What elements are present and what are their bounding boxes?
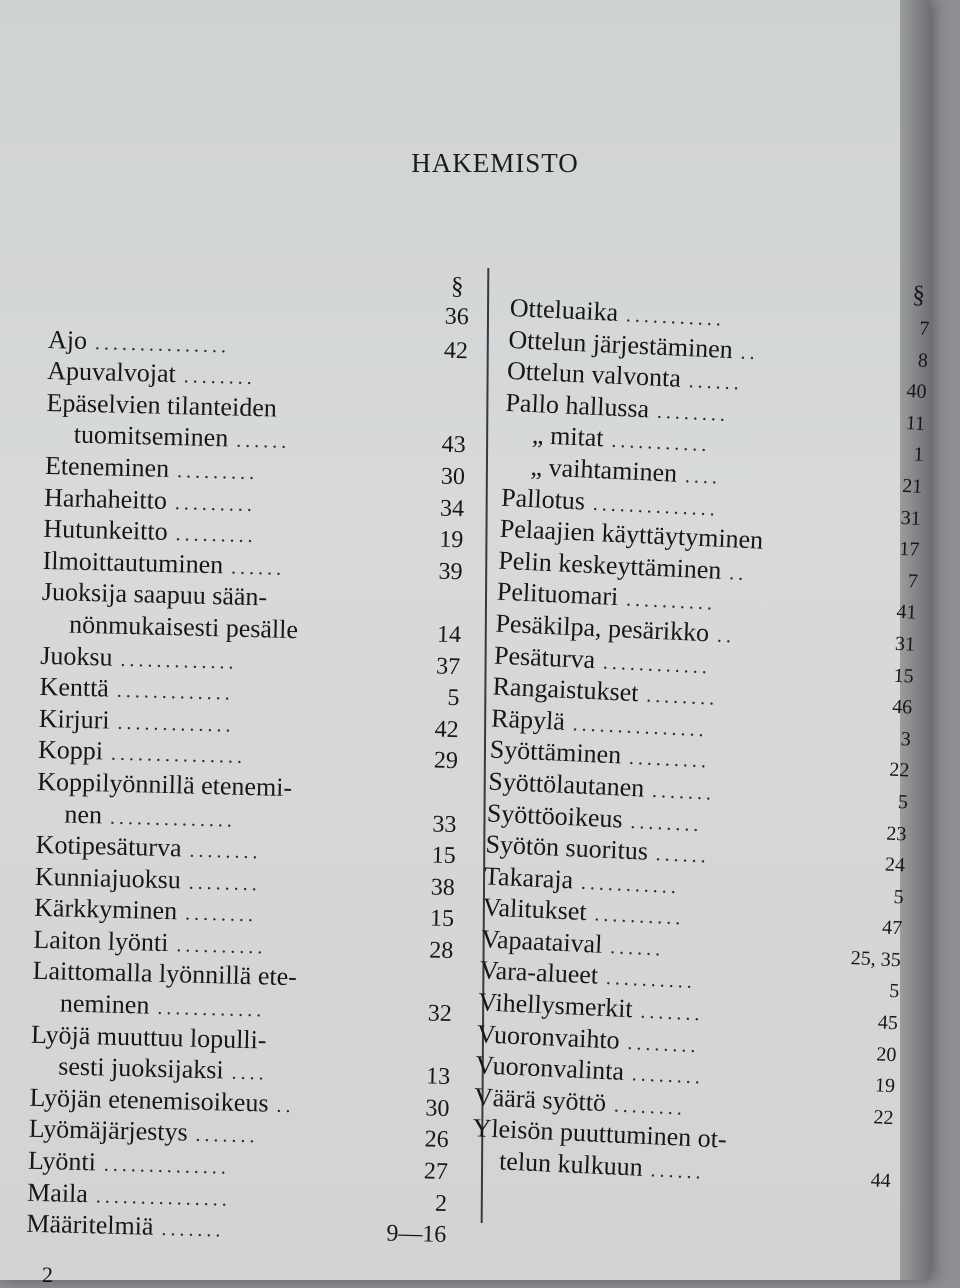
index-term: Pelituomari bbox=[496, 577, 619, 612]
index-term: Epäselvien tilanteiden bbox=[46, 387, 278, 423]
index-term: Juoksija saapuu sään- bbox=[41, 577, 268, 612]
index-list-right bbox=[471, 292, 931, 1195]
index-term: Lyömäjärjestys bbox=[28, 1114, 188, 1148]
section-number: 39 bbox=[438, 558, 463, 585]
leader-dots: .............. bbox=[103, 1153, 231, 1179]
leader-dots bbox=[734, 1148, 854, 1153]
index-term: Vuoronvalinta bbox=[474, 1050, 625, 1087]
index-term: Ilmoittautuminen bbox=[42, 545, 224, 580]
section-number: 14 bbox=[436, 621, 462, 649]
section-number: 5 bbox=[897, 790, 909, 814]
index-term: Eteneminen bbox=[44, 450, 170, 483]
index-term: Väärä syöttö bbox=[473, 1081, 607, 1117]
section-number: 45 bbox=[877, 1011, 899, 1035]
leader-dots: .......... bbox=[176, 934, 267, 959]
index-term: Rangaistukset bbox=[492, 671, 640, 708]
section-number bbox=[421, 799, 457, 800]
leader-dots: ........ bbox=[645, 684, 719, 710]
leader-dots: ....... bbox=[640, 1000, 704, 1026]
section-number: 15 bbox=[893, 664, 915, 688]
section-number: 27 bbox=[423, 1158, 449, 1186]
section-number: 15 bbox=[429, 905, 455, 933]
section-number: 37 bbox=[435, 653, 461, 680]
index-term: Kenttä bbox=[39, 672, 110, 703]
leader-dots: ....... bbox=[195, 1124, 259, 1148]
page-number: 2 bbox=[42, 1262, 53, 1287]
index-term: Syöttäminen bbox=[489, 734, 622, 770]
leader-dots: ........... bbox=[580, 871, 681, 898]
section-number: 5 bbox=[888, 980, 900, 1003]
index-term: Lyönti bbox=[27, 1145, 97, 1177]
leader-dots: ........ bbox=[627, 1031, 701, 1057]
leader-dots: .. bbox=[740, 341, 760, 364]
section-number bbox=[431, 389, 467, 390]
leader-dots: ........ bbox=[631, 1063, 705, 1089]
leader-dots: ............... bbox=[94, 331, 231, 358]
section-number bbox=[430, 420, 466, 421]
index-term: Vihellysmerkit bbox=[477, 987, 634, 1024]
section-number: 3 bbox=[900, 727, 912, 751]
leader-dots bbox=[57, 314, 425, 323]
section-number: 8 bbox=[917, 349, 929, 372]
index-term: Syöttölautanen bbox=[487, 766, 645, 803]
index-term: Kotipesäturva bbox=[35, 829, 182, 863]
section-number bbox=[416, 989, 452, 990]
section-symbol: § bbox=[911, 281, 926, 309]
section-number: 5 bbox=[893, 885, 905, 909]
section-number: 41 bbox=[896, 601, 917, 625]
section-number: 22 bbox=[873, 1106, 895, 1130]
leader-dots: .......... bbox=[593, 903, 685, 930]
index-term: „ mitat bbox=[531, 420, 605, 453]
index-term: Harhaheitto bbox=[43, 482, 168, 515]
index-term: Kärkkyminen bbox=[33, 893, 178, 926]
section-number: 31 bbox=[900, 506, 922, 530]
section-number bbox=[862, 1154, 892, 1155]
section-number: 26 bbox=[424, 1126, 449, 1154]
index-term: sesti juoksijaksi bbox=[58, 1051, 225, 1085]
index-term: Ottelun valvonta bbox=[506, 356, 682, 393]
leader-dots: ............. bbox=[117, 711, 235, 737]
leader-dots bbox=[274, 1048, 407, 1051]
index-term: Koppi bbox=[37, 735, 104, 766]
leader-dots: ............... bbox=[110, 742, 247, 769]
index-term: Pelaajien käyttäytyminen bbox=[499, 513, 764, 555]
section-number bbox=[415, 1052, 451, 1053]
section-number: 19 bbox=[439, 526, 464, 554]
leader-dots: .............. bbox=[592, 492, 720, 521]
section-number: 34 bbox=[439, 495, 465, 522]
leader-dots: ...... bbox=[230, 556, 286, 580]
leader-dots: .............. bbox=[109, 806, 237, 832]
index-term: Ajo bbox=[47, 324, 88, 355]
index-term: Ottelun järjestäminen bbox=[507, 324, 734, 364]
leader-dots: ........ bbox=[613, 1094, 687, 1120]
leader-dots: ...... bbox=[609, 936, 665, 961]
leader-dots: ............. bbox=[116, 679, 235, 705]
section-number: 1 bbox=[913, 443, 925, 467]
index-term: Syötön suoritus bbox=[484, 829, 649, 866]
index-term: Laittomalla lyönnillä ete- bbox=[32, 956, 298, 992]
leader-dots: ......... bbox=[176, 460, 259, 485]
leader-dots: ........ bbox=[188, 871, 262, 896]
index-term: neminen bbox=[59, 988, 150, 1020]
index-term: telun kulkuun bbox=[498, 1146, 644, 1182]
leader-dots: ...... bbox=[688, 370, 744, 395]
leader-dots: ........ bbox=[630, 810, 703, 836]
leader-dots: ........ bbox=[183, 365, 257, 390]
section-number: 46 bbox=[891, 695, 913, 719]
index-column-right bbox=[471, 262, 932, 1195]
leader-dots: ...... bbox=[655, 843, 711, 868]
section-number: 32 bbox=[427, 1000, 453, 1028]
leader-dots bbox=[305, 986, 409, 989]
section-number: 15 bbox=[431, 842, 456, 870]
section-number: 9—16 bbox=[386, 1220, 447, 1249]
section-number: 2 bbox=[434, 1190, 448, 1217]
leader-dots: .......... bbox=[605, 967, 697, 994]
index-term: Maila bbox=[26, 1177, 89, 1208]
section-number: 42 bbox=[434, 716, 460, 743]
leader-dots: ...... bbox=[235, 429, 291, 454]
index-list-left bbox=[26, 292, 469, 1250]
section-number: 29 bbox=[433, 747, 459, 775]
index-term: Lyöjän etenemisoikeus bbox=[29, 1082, 269, 1118]
index-term: Yleisön puuttuminen ot- bbox=[472, 1113, 728, 1155]
section-number: 11 bbox=[905, 411, 926, 435]
index-term: Pesäkilpa, pesärikko bbox=[494, 608, 710, 648]
index-term: Vuoronvaihto bbox=[476, 1018, 621, 1055]
leader-dots: ........ bbox=[656, 400, 730, 426]
section-number: 30 bbox=[440, 463, 466, 491]
leader-dots: ........ bbox=[189, 839, 262, 864]
section-number: 31 bbox=[894, 632, 916, 656]
index-term: Vara-alueet bbox=[479, 955, 599, 991]
section-number: 23 bbox=[885, 822, 907, 845]
leader-dots: ....... bbox=[161, 1218, 225, 1242]
index-term: Lyöjä muuttuu lopulli- bbox=[30, 1019, 267, 1055]
leader-dots: .. bbox=[728, 561, 748, 585]
leader-dots: ............. bbox=[120, 648, 238, 674]
section-number: 28 bbox=[428, 937, 454, 964]
section-number: 17 bbox=[898, 538, 920, 561]
index-term: Valitukset bbox=[482, 892, 588, 927]
section-number: 5 bbox=[447, 684, 460, 712]
leader-dots: .... bbox=[684, 465, 722, 489]
section-number: 21 bbox=[901, 474, 923, 498]
leader-dots: ........... bbox=[625, 304, 726, 331]
index-term: nen bbox=[64, 799, 103, 829]
index-term: Pelin keskeyttäminen bbox=[497, 545, 723, 585]
leader-dots: ........... bbox=[610, 430, 711, 457]
leader-dots: ............... bbox=[95, 1185, 232, 1211]
section-number bbox=[426, 610, 462, 611]
section-number: 36 bbox=[444, 303, 470, 331]
section-number: 38 bbox=[430, 874, 456, 901]
index-term: Hutunkeitto bbox=[43, 514, 169, 547]
leader-dots bbox=[285, 417, 423, 420]
section-number: 22 bbox=[888, 758, 910, 782]
index-term: Laiton lyönti bbox=[33, 924, 169, 957]
leader-dots: .. bbox=[716, 624, 736, 648]
leader-dots: ............ bbox=[602, 651, 712, 678]
index-term: Pesäturva bbox=[493, 640, 596, 674]
section-number: 44 bbox=[870, 1169, 892, 1193]
leader-dots: ............... bbox=[572, 712, 709, 742]
section-number: 47 bbox=[881, 916, 903, 940]
index-term: Pallotus bbox=[500, 482, 586, 516]
index-term: Kunniajuoksu bbox=[34, 861, 182, 895]
index-term: tuomitseminen bbox=[73, 420, 229, 453]
section-number: 42 bbox=[443, 337, 469, 364]
leader-dots bbox=[306, 638, 417, 641]
leader-dots bbox=[771, 549, 881, 554]
section-number: 33 bbox=[432, 811, 457, 838]
section-number: 25, 35 bbox=[850, 946, 902, 972]
page-title: HAKEMISTO bbox=[411, 148, 579, 178]
leader-dots: .... bbox=[231, 1061, 268, 1085]
leader-dots: .. bbox=[276, 1094, 295, 1118]
section-number: 13 bbox=[425, 1063, 451, 1091]
leader-dots: ......... bbox=[174, 491, 257, 516]
index-column-left bbox=[26, 262, 470, 1250]
index-term: „ vaihtaminen bbox=[530, 452, 678, 488]
section-number: 30 bbox=[425, 1095, 450, 1122]
index-term: Takaraja bbox=[483, 861, 574, 895]
index-term: Määritelmiä bbox=[26, 1208, 154, 1242]
leader-dots: ....... bbox=[651, 779, 716, 805]
index-term: Otteluaika bbox=[509, 292, 619, 327]
leader-dots: ......... bbox=[628, 747, 711, 773]
leader-dots: ........ bbox=[184, 902, 258, 927]
index-term: Syöttöoikeus bbox=[486, 797, 624, 834]
section-number: 20 bbox=[875, 1043, 897, 1066]
index-term: Kirjuri bbox=[38, 703, 110, 735]
section-number: 24 bbox=[884, 853, 906, 877]
index-term: Vapaataival bbox=[480, 924, 604, 959]
section-symbol: § bbox=[450, 272, 464, 301]
leader-dots bbox=[300, 796, 413, 799]
section-number: 40 bbox=[906, 380, 928, 404]
index-term: Apuvalvojat bbox=[46, 356, 177, 389]
index-term: nönmukaisesti pesälle bbox=[68, 609, 299, 645]
section-number: 7 bbox=[907, 570, 919, 593]
section-number: 7 bbox=[918, 317, 930, 340]
index-term: Koppilyönnillä etenemi- bbox=[36, 766, 293, 802]
leader-dots: ...... bbox=[650, 1159, 706, 1184]
index-term: Räpylä bbox=[490, 703, 566, 736]
section-number: 43 bbox=[441, 432, 466, 459]
index-term: Pallo hallussa bbox=[504, 387, 650, 424]
leader-dots: ......... bbox=[175, 523, 257, 548]
index-term: Juoksu bbox=[40, 640, 113, 672]
leader-dots: .......... bbox=[625, 588, 717, 615]
leader-dots: ............ bbox=[157, 996, 266, 1022]
section-number: 19 bbox=[874, 1074, 896, 1098]
leader-dots bbox=[275, 606, 418, 609]
